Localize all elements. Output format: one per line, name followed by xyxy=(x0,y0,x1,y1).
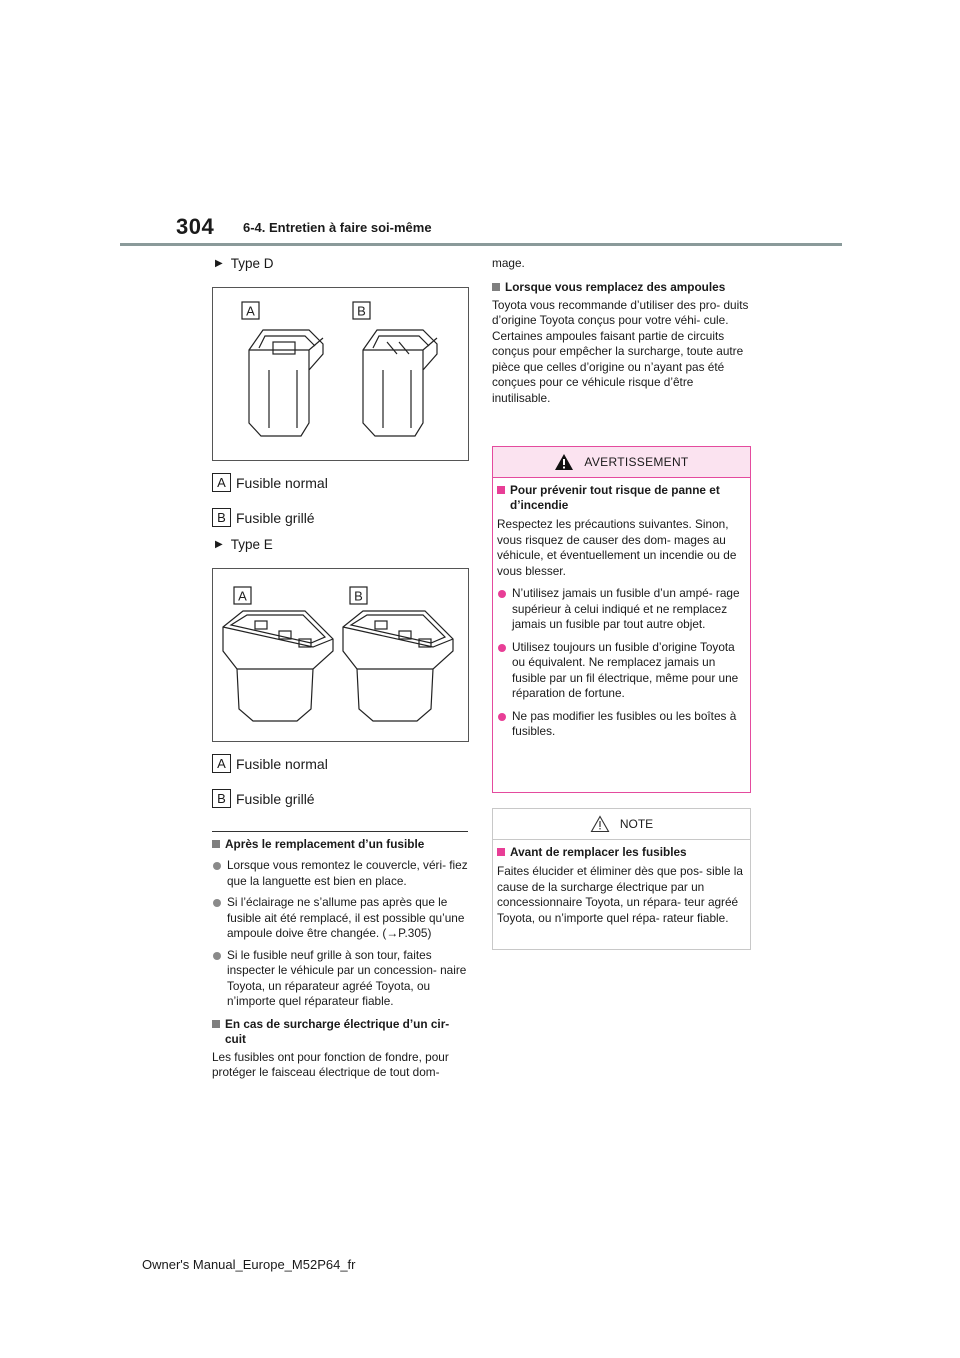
legend-text: Fusible normal xyxy=(236,755,328,772)
section-divider xyxy=(212,831,468,832)
list-item: Lorsque vous remontez le couvercle, véri- fiez que la languette est bien en place. xyxy=(212,858,468,889)
warning-box xyxy=(492,446,751,793)
note-box xyxy=(492,808,751,950)
legend-text: Fusible grillé xyxy=(236,790,315,807)
square-bullet-icon xyxy=(212,840,220,848)
triangle-bullet-icon: ▶ xyxy=(215,258,223,269)
square-bullet-icon xyxy=(492,283,500,291)
type-d-text: Type D xyxy=(230,256,274,271)
warning-subtitle: Pour prévenir tout risque de panne et d’incendie xyxy=(497,483,746,513)
type-d-label xyxy=(215,256,273,271)
warning-title: AVERTISSEMENT xyxy=(584,455,689,469)
round-bullet-icon xyxy=(213,952,221,960)
list-item: Ne pas modifier les fusibles ou les boîtes à fusibles. xyxy=(497,709,746,740)
legend-tag: A xyxy=(212,754,231,773)
round-bullet-icon xyxy=(213,899,221,907)
note-subtitle: Avant de remplacer les fusibles xyxy=(497,845,746,860)
warning-body: Respectez les précautions suivantes. Sinon, vous risquez de causer des dom- mages au véhicule, et éventuellement un incendie ou de vous blesser. xyxy=(497,517,737,578)
legend-tag: A xyxy=(212,473,231,492)
continued-text: mage. xyxy=(492,256,525,270)
warning-header xyxy=(493,447,750,478)
bulbs-body: Toyota vous recommande d’utiliser des pro- duits d’origine Toyota conçus pour votre véhi- cule. Certaines ampoules faisant partie de circuits conçus pour empêcher la surcharge, toute autre pièce que celles d’origine ou n’ayant pas été conçues pour ce véhicule risque d’être inutilisable. xyxy=(492,297,749,405)
square-bullet-icon xyxy=(497,486,505,494)
list-item: Si l’éclairage ne s’allume pas après que le fusible ait été remplacé, il est possible qu’une ampoule doive être changée. (→P.305) xyxy=(212,895,468,942)
section-title: 6-4. Entretien à faire soi-même xyxy=(243,220,432,235)
legend-d-b xyxy=(212,508,315,527)
fuse-type-d-illustration xyxy=(213,288,468,460)
right-text xyxy=(492,256,750,406)
warning-triangle-icon xyxy=(554,453,574,471)
note-header xyxy=(493,809,750,840)
note-title: NOTE xyxy=(619,817,654,831)
figure-type-e xyxy=(212,568,469,742)
round-bullet-icon xyxy=(498,644,506,652)
legend-text: Fusible normal xyxy=(236,474,328,491)
page-number: 304 xyxy=(176,214,215,239)
overload-body: Les fusibles ont pour fonction de fondre, pour protéger le faisceau électrique de tout dom- xyxy=(212,1049,449,1079)
list-item: Utilisez toujours un fusible d’origine Toyota ou équivalent. Ne remplacez jamais un fusible par un fil électrique, même pour une réparation de fortune. xyxy=(497,640,746,702)
footer-text: Owner's Manual_Europe_M52P64_fr xyxy=(142,1257,356,1272)
legend-d-a xyxy=(212,473,328,492)
section-heading: Après le remplacement d’un fusible xyxy=(212,837,468,852)
fig-tag-a: A xyxy=(238,588,247,604)
note-body: Faites élucider et éliminer dès que pos- sible la cause de la surcharge électrique par un concessionnaire Toyota, un répara- teur agréé Toyota, ou n’importe quel répa- rateur fiable. xyxy=(497,864,743,925)
square-bullet-icon xyxy=(212,1020,220,1028)
round-bullet-icon xyxy=(498,590,506,598)
fuse-type-e-illustration xyxy=(213,569,468,741)
figure-type-d xyxy=(212,287,469,461)
triangle-bullet-icon: ▶ xyxy=(215,539,223,550)
fig-tag-a: A xyxy=(246,303,255,319)
list-item: N’utilisez jamais un fusible d’un ampé- rage supérieur à celui indiqué et ne remplacez jamais un fusible par tout autre objet. xyxy=(497,586,746,633)
caution-triangle-icon xyxy=(590,815,610,833)
section-heading: En cas de surcharge électrique d’un cir- cuit xyxy=(212,1017,468,1047)
section-heading: Lorsque vous remplacez des ampoules xyxy=(492,280,750,295)
header-rule xyxy=(120,243,842,246)
round-bullet-icon xyxy=(498,713,506,721)
type-e-text: Type E xyxy=(230,537,273,552)
legend-e-b xyxy=(212,789,315,808)
list-item: Si le fusible neuf grille à son tour, faites inspecter le véhicule par un concession- naire Toyota, un réparateur agréé Toyota, ou n’importe quel réparateur fiable. xyxy=(212,948,468,1010)
after-replacement-section xyxy=(212,837,468,1081)
legend-tag: B xyxy=(212,508,231,527)
legend-text: Fusible grillé xyxy=(236,509,315,526)
fig-tag-b: B xyxy=(354,588,363,604)
square-bullet-icon xyxy=(497,848,505,856)
legend-e-a xyxy=(212,754,328,773)
fig-tag-b: B xyxy=(357,303,366,319)
round-bullet-icon xyxy=(213,862,221,870)
type-e-label xyxy=(215,537,273,552)
legend-tag: B xyxy=(212,789,231,808)
